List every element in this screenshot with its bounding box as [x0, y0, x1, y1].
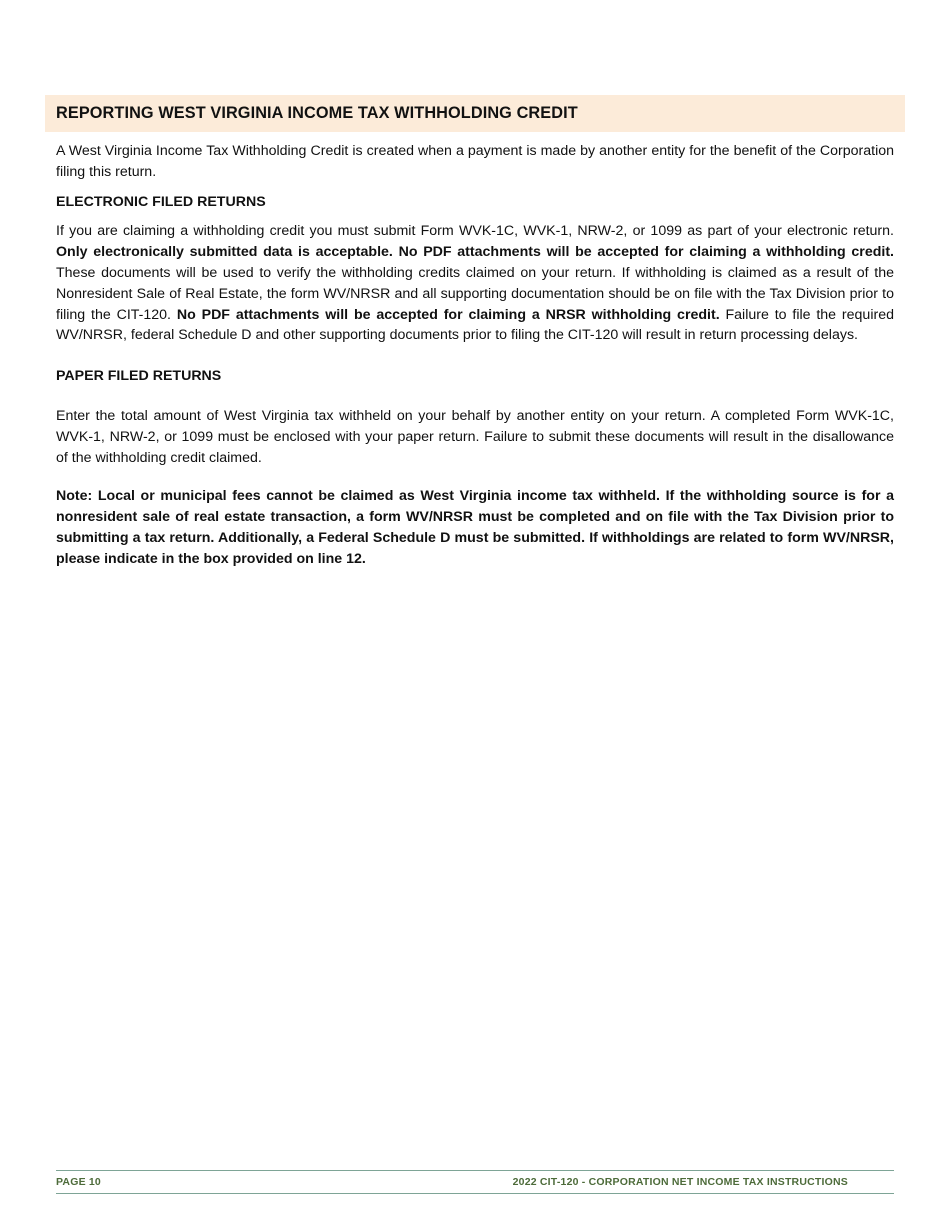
note-paragraph: Note: Local or municipal fees cannot be claimed as West Virginia income tax withheld. If the withholding source is for a nonresident sale of real estate transaction, a form WV/NRSR must be completed and on file with the Tax Division prior to submitting a tax return. Additionally, a Federal Schedule D must be submitted. If withholdings are related to form WV/NRSR, please indicate in the box provided on line 12. — [56, 488, 894, 567]
section-header — [45, 95, 905, 132]
electronic-returns-heading: ELECTRONIC FILED RETURNS — [56, 193, 266, 210]
footer-divider-bottom — [56, 1193, 894, 1194]
footer-document-title: 2022 CIT-120 - CORPORATION NET INCOME TAX INSTRUCTIONS — [512, 1176, 848, 1188]
section-title: REPORTING WEST VIRGINIA INCOME TAX WITHHOLDING CREDIT — [56, 104, 578, 122]
paper-returns-heading: PAPER FILED RETURNS — [56, 368, 222, 385]
footer-divider-top — [56, 1170, 894, 1171]
electronic-text-2: These documents will be used to verify the withholding credits claimed on your return. If withholding is claimed as a result of the Nonresident Sale of Real Estate, the form WV/NRSR and all supporting documentation should be on file with the Tax Division prior to filing the CIT-120. — [56, 264, 894, 323]
document-body — [56, 141, 894, 570]
electronic-returns-paragraph — [56, 221, 894, 346]
paper-returns-paragraph: Enter the total amount of West Virginia tax withheld on your behalf by another entity on your return. A completed Form WVK-1C, WVK-1, NRW-2, or 1099 must be enclosed with your paper return. Failure to submit these documents will result in the disallowance of the withholding credit claimed. — [56, 407, 894, 466]
electronic-text-1: If you are claiming a withholding credit you must submit Form WVK-1C, WVK-1, NRW-2, or 1099 as part of your electronic return. — [56, 223, 894, 240]
page-number: PAGE 10 — [56, 1176, 101, 1188]
electronic-bold-1: Only electronically submitted data is acceptable. No PDF attachments will be accepted for claiming a withholding credit. — [56, 244, 894, 261]
electronic-bold-2: No PDF attachments will be accepted for claiming a NRSR withholding credit. — [176, 306, 720, 323]
electronic-text-3: Failure to file the required WV/NRSR, federal Schedule D and other supporting documents prior to filing the CIT-120 will result in return processing delays. — [56, 306, 894, 344]
intro-paragraph: A West Virginia Income Tax Withholding Credit is created when a payment is made by another entity for the benefit of the Corporation filing this return. — [56, 143, 894, 180]
